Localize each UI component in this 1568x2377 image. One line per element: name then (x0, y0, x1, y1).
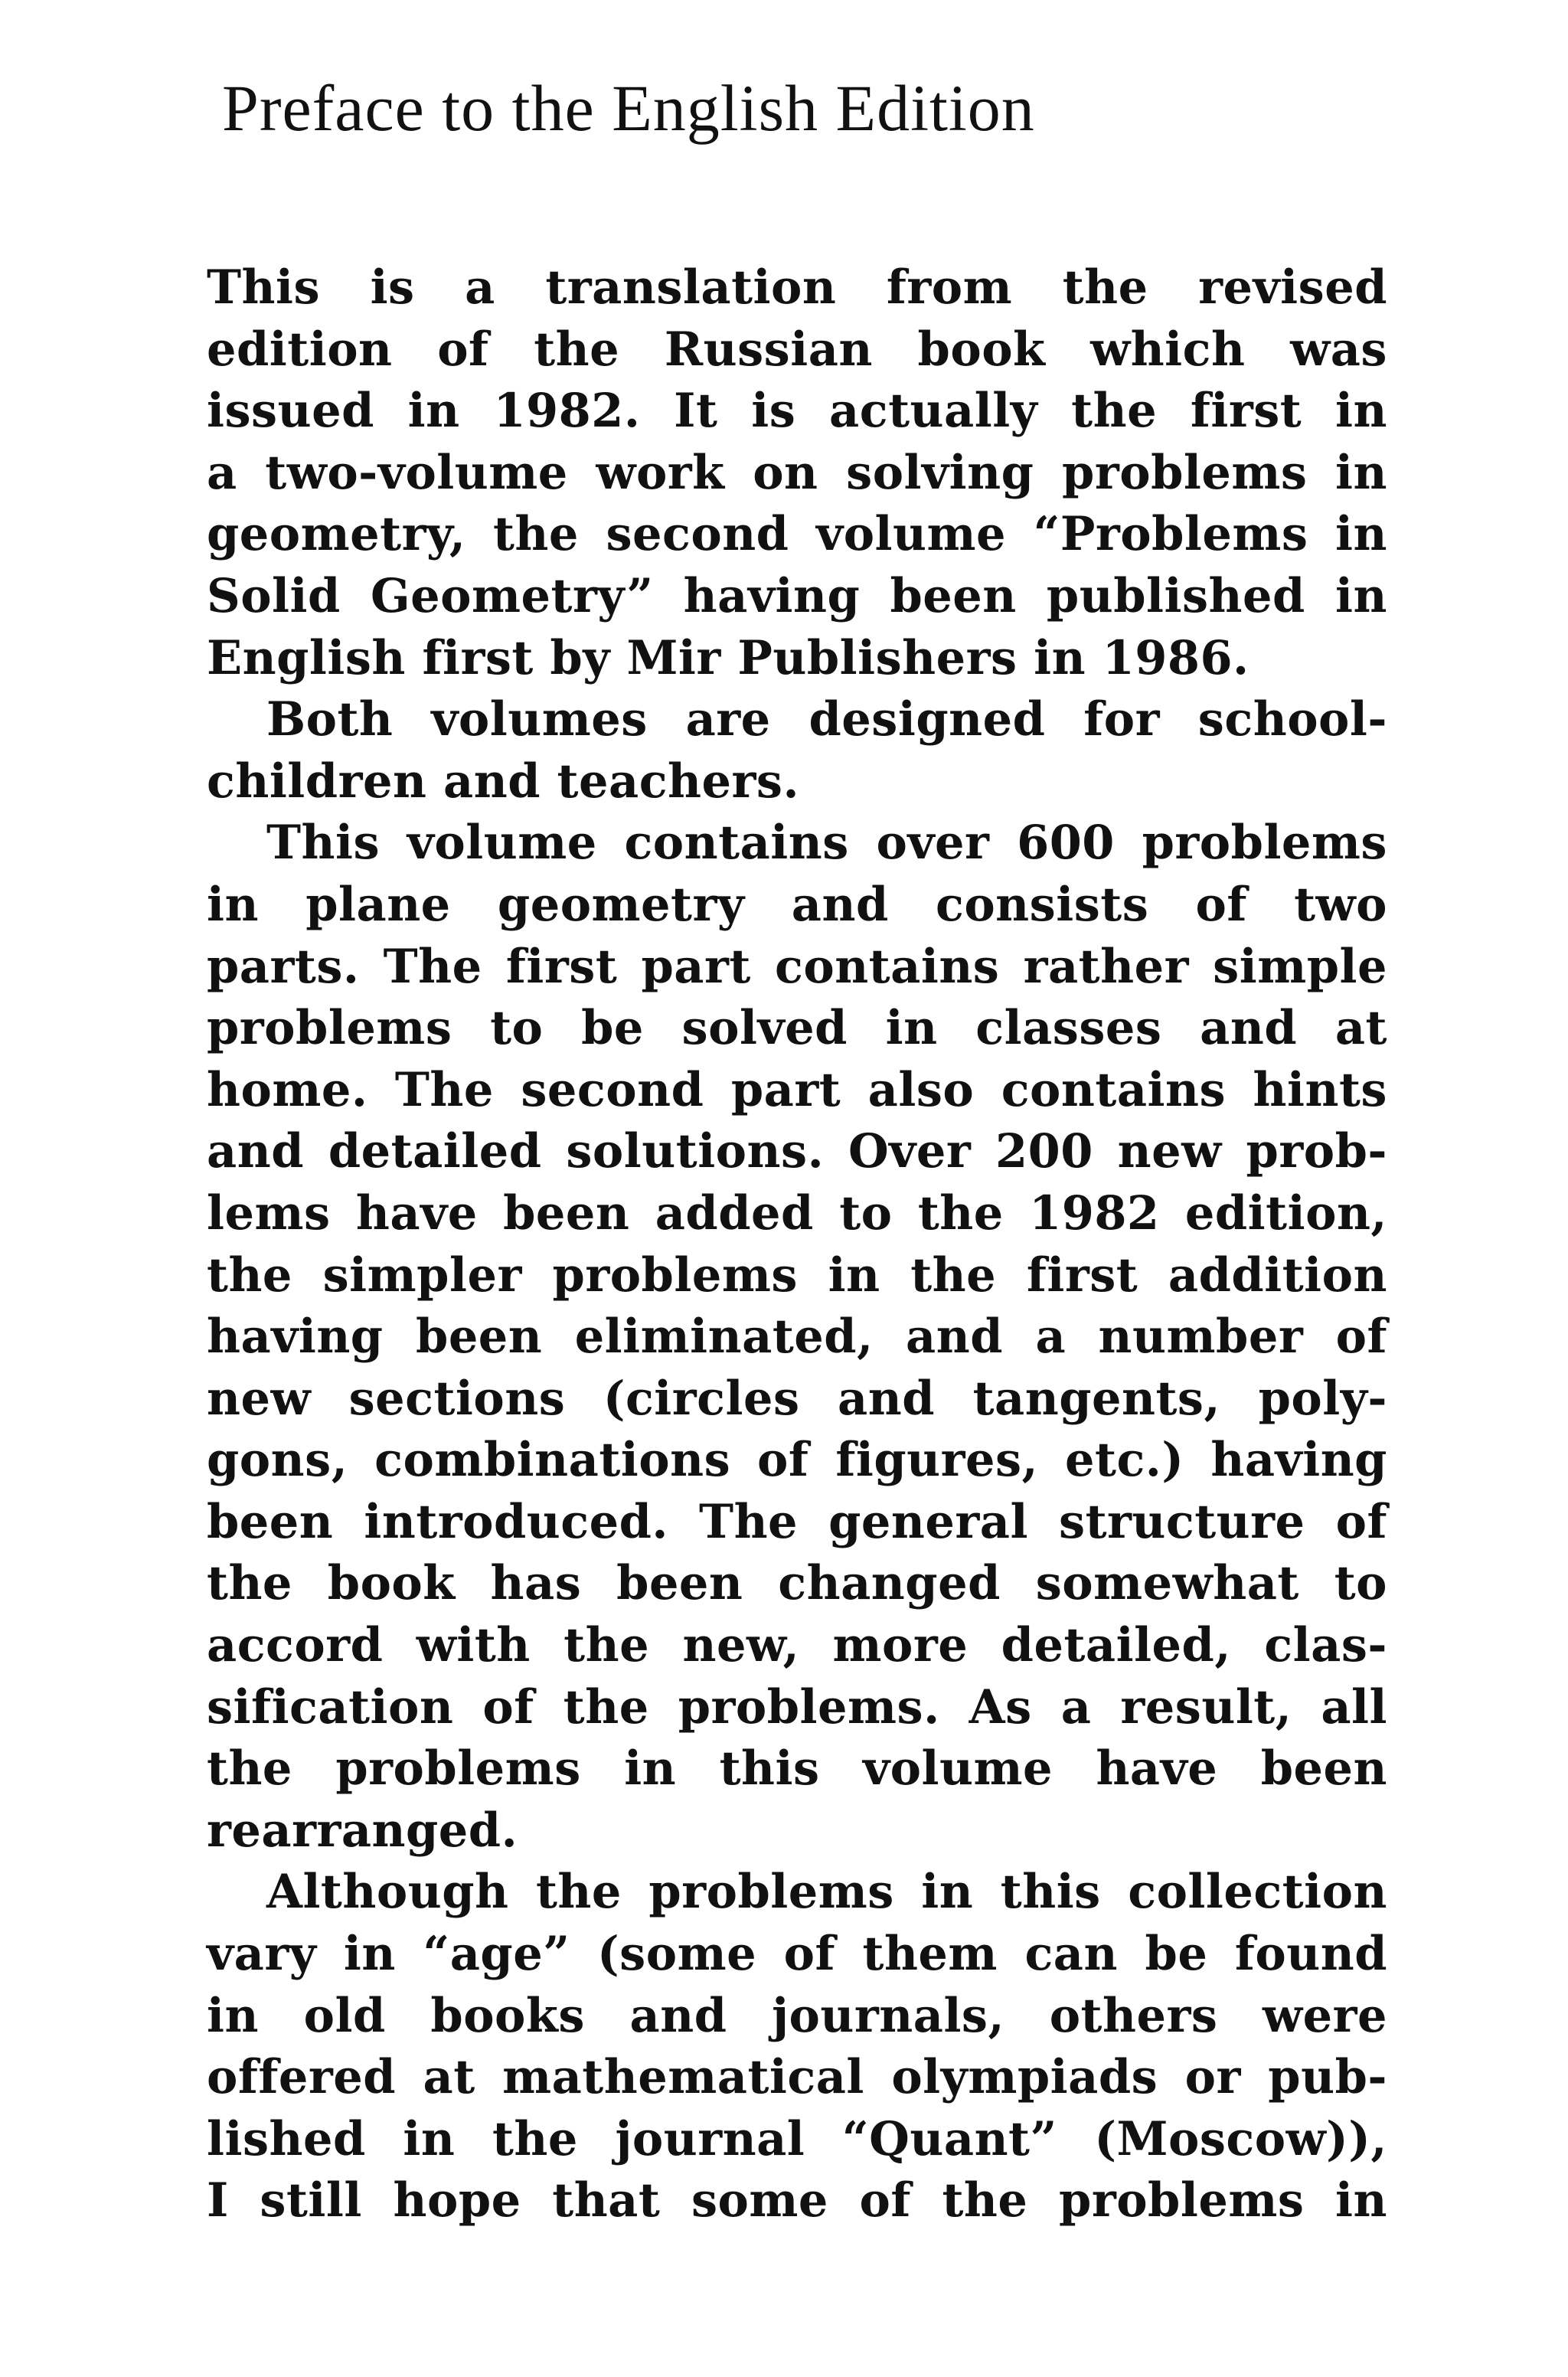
text-line: the problems in this volume have been (207, 1741, 1387, 1797)
text-line: English first by Mir Publishers in 1986. (207, 630, 1250, 685)
paragraph-3 (207, 812, 1387, 1862)
text-line: home. The second part also contains hints (207, 1062, 1387, 1117)
text-line: Although the problems in this collection (266, 1865, 1387, 1920)
text-line: vary in “age” (some of them can be found (207, 1927, 1387, 1982)
page-heading: Preface to the English Edition (222, 71, 1035, 145)
text-line: having been eliminated, and a number of (207, 1309, 1387, 1365)
text-line: lems have been added to the 1982 edition, (207, 1185, 1387, 1241)
text-line: problems to be solved in classes and at (207, 1001, 1387, 1056)
text-line: children and teachers. (207, 754, 800, 809)
text-line: in plane geometry and consists of two (207, 877, 1387, 932)
text-line: lished in the journal “Quant” (Moscow)), (207, 2111, 1387, 2166)
text-line: been introduced. The general structure of (207, 1494, 1387, 1549)
paragraph-2 (207, 689, 1387, 812)
text-line: geometry, the second volume “Problems in (207, 507, 1387, 562)
paragraph-4 (207, 1862, 1387, 2232)
preface-body (207, 257, 1387, 2232)
text-line: rearranged. (207, 1803, 518, 1858)
text-line: in old books and journals, others were (207, 1988, 1387, 2043)
text-line: new sections (circles and tangents, poly- (207, 1371, 1387, 1426)
paragraph-1 (207, 257, 1387, 689)
text-line: edition of the Russian book which was (207, 322, 1387, 377)
text-line: This is a translation from the revised (207, 260, 1387, 315)
text-line: This volume contains over 600 problems (266, 816, 1387, 871)
text-line: the book has been changed somewhat to (207, 1556, 1387, 1611)
text-line: accord with the new, more detailed, clas- (207, 1618, 1387, 1673)
text-line: parts. The first part contains rather simple (207, 939, 1387, 994)
text-line: I still hope that some of the problems in (207, 2173, 1387, 2228)
text-line: the simpler problems in the first addition (207, 1247, 1387, 1303)
text-line: offered at mathematical olympiads or pub- (207, 2050, 1387, 2105)
text-line: and detailed solutions. Over 200 new prob- (207, 1124, 1387, 1179)
text-line: Solid Geometry” having been published in (207, 568, 1387, 623)
text-line: gons, combinations of figures, etc.) having (207, 1433, 1387, 1488)
text-line: a two-volume work on solving problems in (207, 445, 1387, 500)
text-line: sification of the problems. As a result, all (207, 1679, 1387, 1735)
text-line: Both volumes are designed for school- (266, 692, 1387, 747)
text-line: issued in 1982. It is actually the first in (207, 384, 1387, 439)
